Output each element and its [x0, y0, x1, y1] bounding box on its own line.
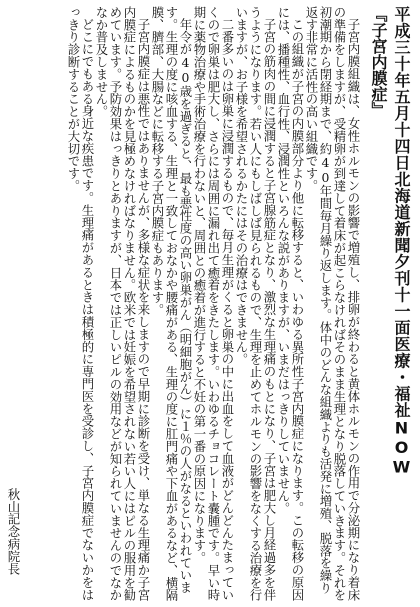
- publication-date-line: 平成三十年五月十四日北海道新聞夕刊十一面医療・福祉NOW: [392, 6, 411, 477]
- paragraph: 年令が40歳を過ぎると、最も悪性度の高い卵巣がん（明細胞がん）に１％の人がなるといわれています。生理の度に咳血する、生理と一致しておなかや腰痛がある、生理の度に肛門痛や下血があるなど、横隔膜、臍部、大腸などに転移する子宮内膜症もあります。: [150, 6, 193, 602]
- article-title: 『子宮内膜症』: [369, 6, 388, 118]
- paragraph: どこにでもある身近な疾患です。生理痛があるときは積極的に専門医を受診し、子宮内膜症でないかをはっきり診断することが大切です。: [66, 6, 95, 602]
- paragraph: 子宮内膜組織は、女性ホルモンの影響で増殖し、排卵が終わると黄体ホルモンの作用で分泌期になり着床の準備をしますが、受精卵が到達して着床が起こらなければそのまま生理となり脱落していきます。それを初潮期から閉経期まで、約40年間毎月繰り返します。体中のどんな組織よりも活発に増殖、脱落を繰り返す非常に活性の高い組織です。: [304, 6, 361, 602]
- paragraph: 二番多いのは卵巣に浸潤するもので、毎月生理がくると卵巣の中に出血をして血液がどんどんたまっていくので卵巣は肥大し、さらには周囲に漏れ出て癒着をきたします。いわゆるチョコレート嚢腫です。早い時期に薬物治療や手術治療を行わないと、周囲との癒着が進行すると不妊の第一番の原因になります。: [192, 6, 235, 602]
- paragraph: 子宮の筋肉の間に浸潤すると子宮腺筋症となり、激烈な生理痛のもとになり、子宮は肥大し月経過多を伴うようになります。若い人にもしばしば見られるもので、生理を止めてホルモンの影響をなくする治療を行いますが、お子様を希望されるかたにはその治療はできません。: [234, 6, 277, 602]
- author-signature: 秋山記念病院長: [6, 488, 21, 575]
- article-body: [30, 6, 360, 602]
- paragraph: 子宮内膜症は悪性ではありませんが、多様な症状を来しますので早期に診断を受け、単なる生理痛か子宮内膜症によるものかを見極めなければなりません。欧米では妊娠を希望されない若い人にはピルの服用を勧めています。予防効果はっきりとありますが、日本では正しいピルの効用などが知られていませんのでなかなか普及しません。: [94, 6, 151, 602]
- paragraph: この組織が子宮の内膜部分より他に転移すると、いわゆる異所性子宮内膜症になります。この転移の原因には、播種性、血行性、浸潤性といろんな説がありますが、いまだはっきりしていません。: [276, 6, 305, 602]
